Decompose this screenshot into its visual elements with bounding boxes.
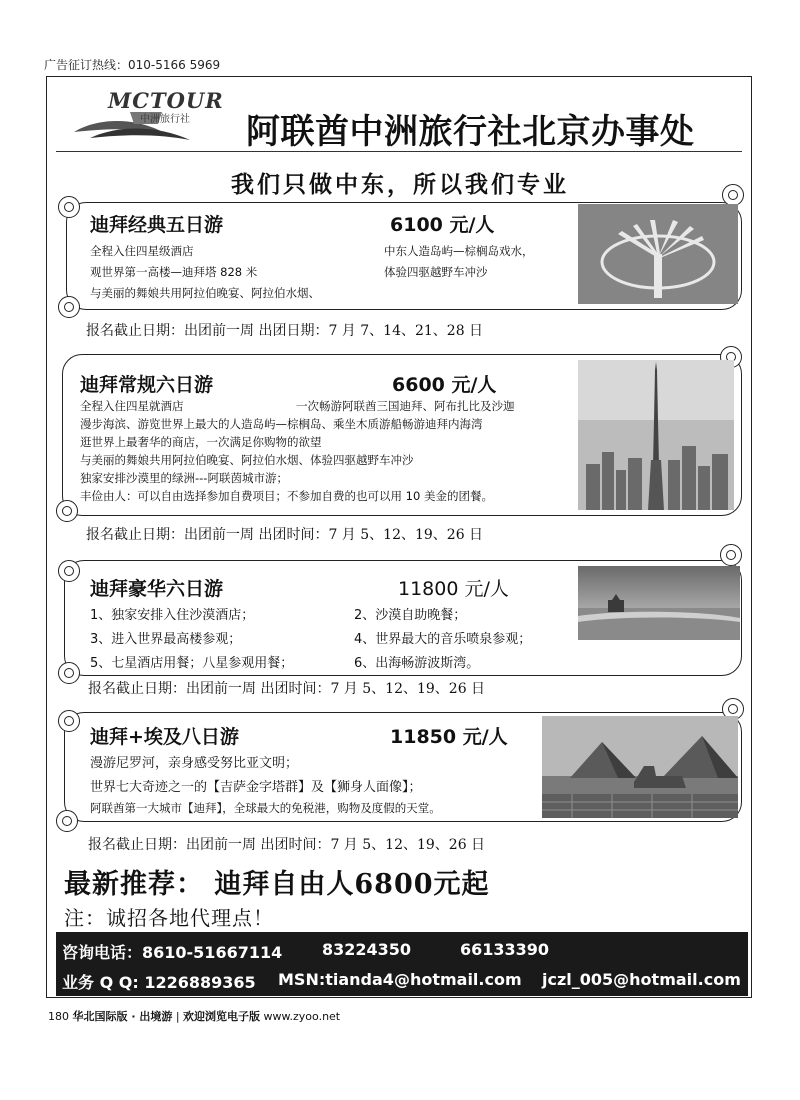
email-contact: jczl_005@hotmail.com (542, 970, 741, 989)
ad-hotline: 广告征订热线：010-5166 5969 (44, 58, 221, 72)
atlantis-hotel-photo (578, 566, 740, 640)
agent-recruitment-note: 注：诚招各地代理点！ (64, 906, 274, 930)
tour-deadline: 报名截止日期：出团前一周 出团时间：7 月 5、12、19、26 日 (88, 681, 486, 697)
tour-title: 迪拜经典五日游 (90, 214, 224, 236)
footer-section: 华北国际版 · 出境游 (72, 1010, 173, 1023)
phone-number-2: 83224350 (322, 940, 412, 959)
logo-subtitle: 中洲旅行社 (140, 114, 190, 125)
palm-island-photo (578, 204, 738, 304)
tour-detail: 独家安排沙漠里的绿洲---阿联茵城市游； (80, 471, 288, 485)
tour-feature: 6、出海畅游波斯湾。 (354, 656, 480, 671)
tour-detail: 中东人造岛屿—棕榈岛戏水， (384, 244, 534, 258)
tour-title: 迪拜+埃及八日游 (90, 726, 239, 748)
burj-khalifa-photo (578, 360, 734, 510)
footer-url[interactable]: www.zyoo.net (263, 1010, 341, 1023)
scroll-curl-icon (58, 196, 80, 218)
contact-bar (56, 932, 748, 996)
tour-price: 6600 元/人 (392, 374, 497, 396)
pyramids-sphinx-photo (542, 716, 738, 818)
slogan: 我们只做中东，所以我们专业 (231, 172, 569, 198)
logo-text: MCTOUR (108, 88, 224, 113)
tour-title: 迪拜常规六日游 (80, 374, 214, 396)
phone-number-3: 66133390 (460, 940, 550, 959)
scroll-curl-icon (58, 296, 80, 318)
tour-detail: 一次畅游阿联酋三国迪拜、阿布扎比及沙迦 (296, 399, 515, 413)
tour-detail: 与美丽的舞娘共用阿拉伯晚宴、阿拉伯水烟、 (90, 286, 320, 300)
scroll-curl-icon (58, 560, 80, 582)
tour-deadline: 报名截止日期：出团前一周 出团时间：7 月 5、12、19、26 日 (86, 527, 484, 543)
scroll-curl-icon (58, 662, 80, 684)
header-divider (56, 151, 742, 152)
business-qq: 业务 Q Q: 1226889365 (62, 973, 256, 992)
scroll-curl-icon (56, 810, 78, 832)
footer-separator: | (175, 1010, 184, 1023)
tour-feature: 4、世界最大的音乐喷泉参观； (354, 632, 532, 647)
tour-detail: 阿联酋第一大城市【迪拜】，全球最大的免税港，购物及度假的天堂。 (90, 801, 441, 815)
msn-contact: MSN:tianda4@hotmail.com (278, 970, 522, 989)
latest-recommendation: 最新推荐： 迪拜自由人6800元起 (64, 869, 490, 900)
tour-feature: 5、七星酒店用餐；八星参观用餐； (90, 656, 294, 671)
tour-detail: 漫游尼罗河，亲身感受努比亚文明； (90, 756, 299, 771)
tour-deadline: 报名截止日期：出团前一周 出团时间：7 月 5、12、19、26 日 (88, 837, 486, 853)
tour-price: 6100 元/人 (390, 214, 495, 236)
tour-price: 11850 元/人 (390, 726, 508, 748)
consult-phone: 咨询电话：8610-51667114 (62, 943, 283, 962)
company-name: 阿联酋中洲旅行社北京办事处 (246, 112, 695, 152)
scroll-curl-icon (722, 184, 744, 206)
tour-detail: 全程入住四星级酒店 (90, 244, 194, 258)
tour-detail: 丰俭由人：可以自由选择参加自费项目；不参加自费的也可以用 10 美金的团餐。 (80, 489, 493, 503)
tour-detail: 体验四驱越野车冲沙 (384, 265, 488, 279)
footer-browse: 欢迎浏览电子版 (183, 1010, 261, 1023)
scroll-curl-icon (720, 544, 742, 566)
tour-price: 11800 元/人 (398, 578, 509, 600)
tour-detail: 全程入住四星就酒店 (80, 399, 184, 413)
tour-detail: 漫步海滨、游览世界上最大的人造岛屿—棕榈岛、乘坐木质游船畅游迪拜内海湾 (80, 417, 483, 431)
scroll-curl-icon (56, 500, 78, 522)
tour-feature: 1、独家安排入住沙漠酒店； (90, 608, 255, 623)
tour-detail: 观世界第一高楼—迪拜塔 828 米 (90, 265, 258, 279)
tour-feature: 2、沙漠自助晚餐； (354, 608, 467, 623)
tour-detail: 世界七大奇迹之一的【吉萨金字塔群】及【狮身人面像】； (90, 780, 422, 795)
tour-detail: 与美丽的舞娘共用阿拉伯晚宴、阿拉伯水烟、体验四驱越野车冲沙 (80, 453, 414, 467)
tour-feature: 3、进入世界最高楼参观； (90, 632, 242, 647)
scroll-curl-icon (58, 710, 80, 732)
tour-title: 迪拜豪华六日游 (90, 578, 224, 600)
tour-detail: 逛世界上最奢华的商店，一次满足你购物的欲望 (80, 435, 322, 449)
page-number: 180 (48, 1010, 69, 1023)
tour-deadline: 报名截止日期：出团前一周 出团日期：7 月 7、14、21、28 日 (86, 323, 484, 339)
page-footer (48, 1008, 340, 1024)
